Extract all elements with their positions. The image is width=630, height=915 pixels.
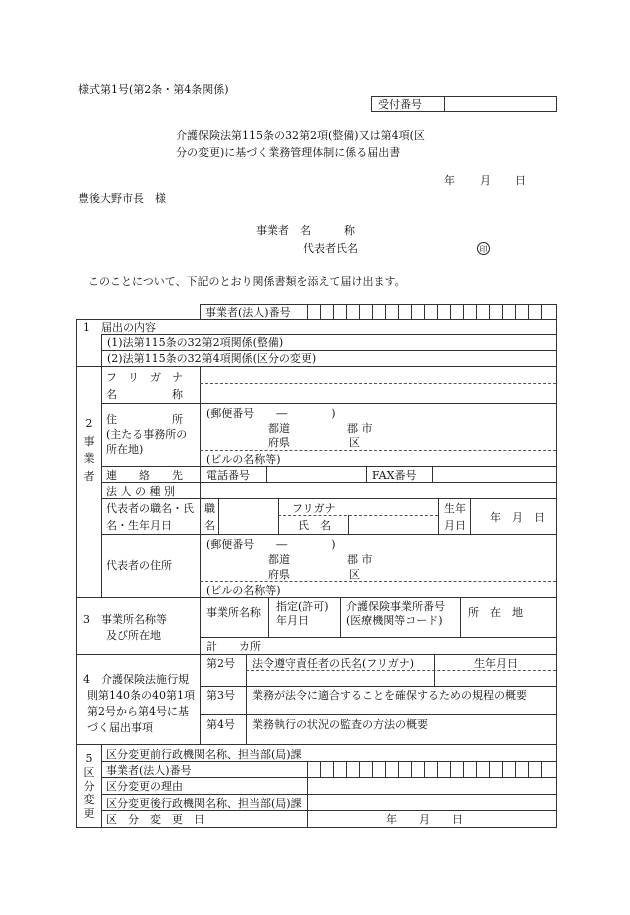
section4-title1: 4 介護保険法施行規 [83, 673, 189, 686]
office-count-total: 計 カ所 [206, 640, 261, 653]
form-title-line1: 介護保険法第115条の32第2項(整備)又は第4項(区 [176, 129, 425, 142]
section1-title: 1 届出の内容 [83, 321, 156, 334]
corp-type-label: 法 人 の 種 別 [106, 485, 175, 498]
ku-label: 区 [349, 436, 360, 449]
compliance-officer-birth-label: 生年月日 [474, 657, 518, 670]
mei-label: 名 [204, 519, 215, 532]
rep-address-label: 代表者の住所 [106, 559, 172, 572]
section1-option2[interactable]: (2)法第115条の32第4項関係(区分の変更) [107, 352, 317, 365]
contact-label: 連 絡 先 [106, 469, 183, 482]
rep-title-label2: 名・生年月日 [106, 519, 172, 532]
birth-label1: 生年 [444, 502, 466, 515]
address-sub1: (主たる事務所の [106, 428, 188, 441]
birth-ymd: 年 月 日 [490, 511, 545, 524]
seal-icon: 印 [477, 242, 490, 255]
section2-side: 2 事 業 者 [83, 417, 95, 483]
form-number: 様式第1号(第2条・第4条関係) [78, 83, 229, 96]
compliance-rules-label: 業務が法令に適合することを確保するための規程の概要 [252, 689, 527, 702]
rep-furigana-label: フリガナ [292, 502, 336, 515]
section3-title2: 及び所在地 [106, 629, 161, 642]
office-name-header: 事業所名称 [206, 606, 261, 619]
receipt-number-label: 受付番号 [378, 98, 422, 111]
rep-todofuken-label: 都道 [268, 553, 290, 566]
intro-text: このことについて、下記のとおり関係書類を添えて届け出ます。 [88, 275, 406, 288]
item3-number: 第3号 [206, 689, 235, 702]
section3-title1: 3 事業所名称等 [83, 613, 167, 626]
compliance-officer-label: 法令遵守責任者の氏名(フリガナ) [252, 657, 415, 670]
furigana-label: フ リ ガ ナ [106, 371, 183, 384]
audit-method-label: 業務執行の状況の監査の方法の概要 [252, 718, 428, 731]
section4-title2: 則第140条の40第1項 [87, 689, 195, 702]
section5-side: 5 区 分 変 更 [83, 752, 95, 820]
item4-number: 第4号 [206, 718, 235, 731]
change-corp-number-label: 事業者(法人)番号 [106, 764, 192, 777]
rep-building-name-field[interactable]: (ビルの名称等) [206, 584, 281, 597]
rep-gunshi-label: 郡 市 [347, 553, 373, 566]
postal-code-field[interactable]: (郵便番号 ― ) [206, 407, 336, 420]
item2-number: 第2号 [206, 657, 235, 670]
fax-label: FAX番号 [372, 469, 417, 482]
change-before-agency-label: 区分変更前行政機関名称、担当部(局)課 [106, 748, 302, 761]
designation-date-header2: 年月日 [276, 614, 309, 627]
tel-label: 電話番号 [206, 469, 250, 482]
rep-title-label1: 代表者の職名・氏 [106, 502, 194, 515]
applicant-name-label: 事業者 名 称 [256, 224, 355, 237]
receipt-number-field[interactable] [448, 99, 554, 109]
fuken-label: 府県 [268, 436, 290, 449]
section4-title3: 第2号から第4号に基 [87, 705, 189, 718]
gunshi-label: 郡 市 [347, 422, 373, 435]
date-day: 日 [515, 174, 526, 187]
section4-title4: づく届出事項 [87, 721, 153, 734]
change-date-ymd: 年 月 日 [386, 813, 463, 826]
designation-date-header1: 指定(許可) [276, 600, 329, 613]
name-label: 名 称 [106, 388, 183, 401]
address-sub2: 所在地) [106, 443, 144, 456]
section1-option1[interactable]: (1)法第115条の32第2項関係(整備) [107, 336, 284, 349]
rep-ku-label: 区 [349, 568, 360, 581]
representative-name-label: 代表者氏名 [303, 242, 358, 255]
date-year: 年 [444, 174, 455, 187]
form-title-line2: 分の変更)に基づく業務管理体制に係る届出書 [176, 146, 401, 159]
building-name-field[interactable]: (ビルの名称等) [206, 453, 281, 466]
birth-label2: 月日 [444, 519, 466, 532]
rep-postal-code-field[interactable]: (郵便番号 ― ) [206, 538, 336, 551]
corp-number-label: 事業者(法人)番号 [205, 306, 291, 319]
location-header: 所 在 地 [468, 606, 523, 619]
change-reason-label: 区分変更の理由 [106, 780, 183, 793]
date-month: 月 [480, 174, 491, 187]
rep-name-label: 氏 名 [298, 519, 331, 532]
office-number-header2: (医療機関等コード) [346, 614, 443, 627]
rep-fuken-label: 府県 [268, 568, 290, 581]
addressee: 豊後大野市長 様 [78, 192, 166, 205]
todofuken-label: 都道 [268, 422, 290, 435]
office-number-header1: 介護保険事業所番号 [346, 600, 445, 613]
change-date-label: 区 分 変 更 日 [106, 813, 205, 826]
shoku-label: 職 [204, 502, 215, 515]
change-after-agency-label: 区分変更後行政機関名称、担当部(局)課 [106, 797, 302, 810]
address-label: 住 所 [106, 413, 183, 426]
